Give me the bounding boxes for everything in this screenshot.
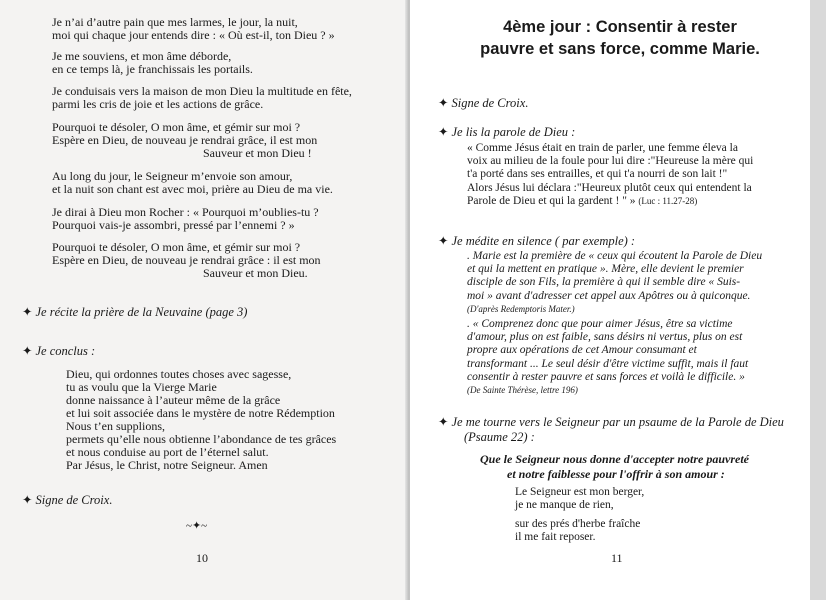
text-line: et lui soit associée dans le mystère de notre Rédemption xyxy=(66,406,335,420)
page-title xyxy=(450,16,790,60)
text-line: Je dirai à Dieu mon Rocher : « Pourquoi m’oublies-tu ? xyxy=(52,205,319,219)
text-line: donne naissance à l’auteur même de la grâce xyxy=(66,393,281,407)
cross-icon: ✦ xyxy=(438,234,449,248)
conclus-heading xyxy=(22,343,95,359)
text-line: il me fait reposer. xyxy=(515,531,596,544)
gospel-reading xyxy=(467,142,753,208)
text-line: voix au milieu de la foule pour lui dire :"Heureuse la mère qui xyxy=(467,155,754,168)
text-line: et notre faiblesse pour l'offrir à son amour : xyxy=(507,467,725,481)
text-line: Sauveur et mon Dieu. xyxy=(203,266,308,280)
heading-text: Signe de Croix. xyxy=(451,96,529,110)
text-line: Par Jésus, le Christ, notre Seigneur. Amen xyxy=(66,458,268,472)
psalm-intention xyxy=(480,452,749,482)
text-line: transformant ... Le seul désir d'être victime suffit, mais il faut xyxy=(467,357,749,370)
heading-text: Je me tourne vers le Seigneur par un psaume de la Parole de Dieu xyxy=(451,415,784,429)
text-line: et qui la mettent en pratique ». Mère, elle devient le premier xyxy=(467,263,744,276)
text-line: . Marie est la première de « ceux qui écoutent la Parole de Dieu xyxy=(467,250,763,262)
meditation-1 xyxy=(467,250,762,316)
text-line: et la nuit son chant est avec moi, prière au Dieu de ma vie. xyxy=(52,182,333,196)
lis-heading xyxy=(438,124,575,140)
cross-icon: ✦ xyxy=(438,415,449,429)
text-line: Espère en Dieu, de nouveau je rendrai grâce, il est mon xyxy=(52,133,318,147)
text-line: Que le Seigneur nous donne d'accepter notre pauvreté xyxy=(480,452,749,466)
source-reference: (De Sainte Thérèse, lettre 196) xyxy=(467,385,578,396)
text-line: parmi les cris de joie et les actions de grâce. xyxy=(52,97,264,111)
text-line: Sauveur et mon Dieu ! xyxy=(203,146,312,160)
cross-icon: ✦ xyxy=(22,493,33,507)
text-line: t'a porté dans ses entrailles, et qui t'a nourri de son lait !" xyxy=(467,168,728,181)
text-line: je ne manque de rien, xyxy=(515,499,614,512)
text-line: permets qu’elle nous obtienne l’abondance de tes grâces xyxy=(66,432,337,446)
text-line: en ce temps là, je franchissais les portails. xyxy=(52,62,253,76)
text-line: Pourquoi te désoler, O mon âme, et gémir sur moi ? xyxy=(52,120,301,134)
meditation-2 xyxy=(467,318,748,397)
text-line: Je conduisais vers la maison de mon Dieu la multitude en fête, xyxy=(52,84,352,98)
text-line: Dieu, qui ordonnes toutes choses avec sagesse, xyxy=(66,367,292,381)
text-line: et nous conduise au port de l’éternel salut. xyxy=(66,445,269,459)
neuvaine-heading xyxy=(22,304,247,320)
heading-text: Je lis la parole de Dieu : xyxy=(451,125,576,139)
right-page xyxy=(410,0,810,600)
heading-text: (Psaume 22) : xyxy=(464,430,535,444)
text-line: propre aux opérations de cet Amour consumant et xyxy=(467,344,697,357)
stanza-2 xyxy=(52,50,253,76)
closing-prayer xyxy=(66,368,336,472)
page-number: 10 xyxy=(196,551,208,565)
text-line: tu as voulu que la Vierge Marie xyxy=(66,380,217,394)
text-line: Alors Jésus lui déclara :"Heureux plutôt ceux qui entendent la xyxy=(467,181,752,194)
text-line: moi » avant d'adresser cet appel aux Apôtres ou à quiconque. xyxy=(467,289,751,302)
psalm-verse-1 xyxy=(515,486,644,512)
heading-text: Signe de Croix. xyxy=(35,493,113,507)
text-line: Au long du jour, le Seigneur m’envoie son amour, xyxy=(52,169,293,183)
left-page xyxy=(0,0,408,600)
cross-icon: ✦ xyxy=(438,125,449,139)
stanza-4 xyxy=(52,170,333,196)
text-line: Pourquoi te désoler, O mon âme, et gémir sur moi ? xyxy=(52,240,301,254)
page-number: 11 xyxy=(611,551,623,565)
text-line: consentir à rester pauvre et sans forces et voilà le difficile. » xyxy=(467,370,745,383)
text-line: Je n’ai d’autre pain que mes larmes, le jour, la nuit, xyxy=(52,15,298,29)
text-line: moi qui chaque jour entends dire : « Où est-il, ton Dieu ? » xyxy=(52,28,335,42)
source-reference: (D'après Redemptoris Mater.) xyxy=(467,303,575,314)
heading-text: Je conclus : xyxy=(35,344,96,358)
tourne-heading xyxy=(438,414,784,445)
cross-icon: ✦ xyxy=(438,96,449,110)
text-line: d'amour, plus on est faible, sans désirs ni vertus, plus on est xyxy=(467,331,743,344)
ornament-icon: ~✦~ xyxy=(186,520,208,532)
title-line: pauvre et sans force, comme Marie. xyxy=(480,40,760,58)
heading-text: Je récite la prière de la Neuvaine (page 3) xyxy=(35,305,248,319)
text-line: . « Comprenez donc que pour aimer Jésus, être sa victime xyxy=(467,318,733,330)
stanza-5 xyxy=(52,206,319,232)
medite-heading xyxy=(438,233,635,249)
refrain-1 xyxy=(52,121,317,160)
signe-de-croix-left xyxy=(22,492,112,508)
title-line: 4ème jour : Consentir à rester xyxy=(503,18,737,36)
page-edge xyxy=(810,0,826,600)
text-line: Pourquoi vais-je assombri, pressé par l’ennemi ? » xyxy=(52,218,295,232)
text-line: Je me souviens, et mon âme déborde, xyxy=(52,49,232,63)
cross-icon: ✦ xyxy=(22,344,33,358)
psalm-verse-2 xyxy=(515,518,640,544)
text-line: Nous t’en supplions, xyxy=(66,419,165,433)
text-line: Parole de Dieu et qui la gardent ! " » xyxy=(467,194,636,207)
stanza-3 xyxy=(52,85,352,111)
refrain-2 xyxy=(52,241,321,280)
text-line: « Comme Jésus était en train de parler, une femme éleva la xyxy=(467,142,738,154)
heading-text: Je médite en silence ( par exemple) : xyxy=(451,234,636,248)
text-line: disciple de son Fils, la première à qui il semble dire « Suis- xyxy=(467,276,741,289)
signe-de-croix-right xyxy=(438,95,528,111)
text-line: Le Seigneur est mon berger, xyxy=(515,486,645,498)
text-line: Espère en Dieu, de nouveau je rendrai grâce : il est mon xyxy=(52,253,321,267)
stanza-1 xyxy=(52,16,335,42)
cross-icon: ✦ xyxy=(22,305,33,319)
text-line: sur des prés d'herbe fraîche xyxy=(515,518,641,530)
scripture-reference: (Luc : 11.27-28) xyxy=(638,195,698,206)
